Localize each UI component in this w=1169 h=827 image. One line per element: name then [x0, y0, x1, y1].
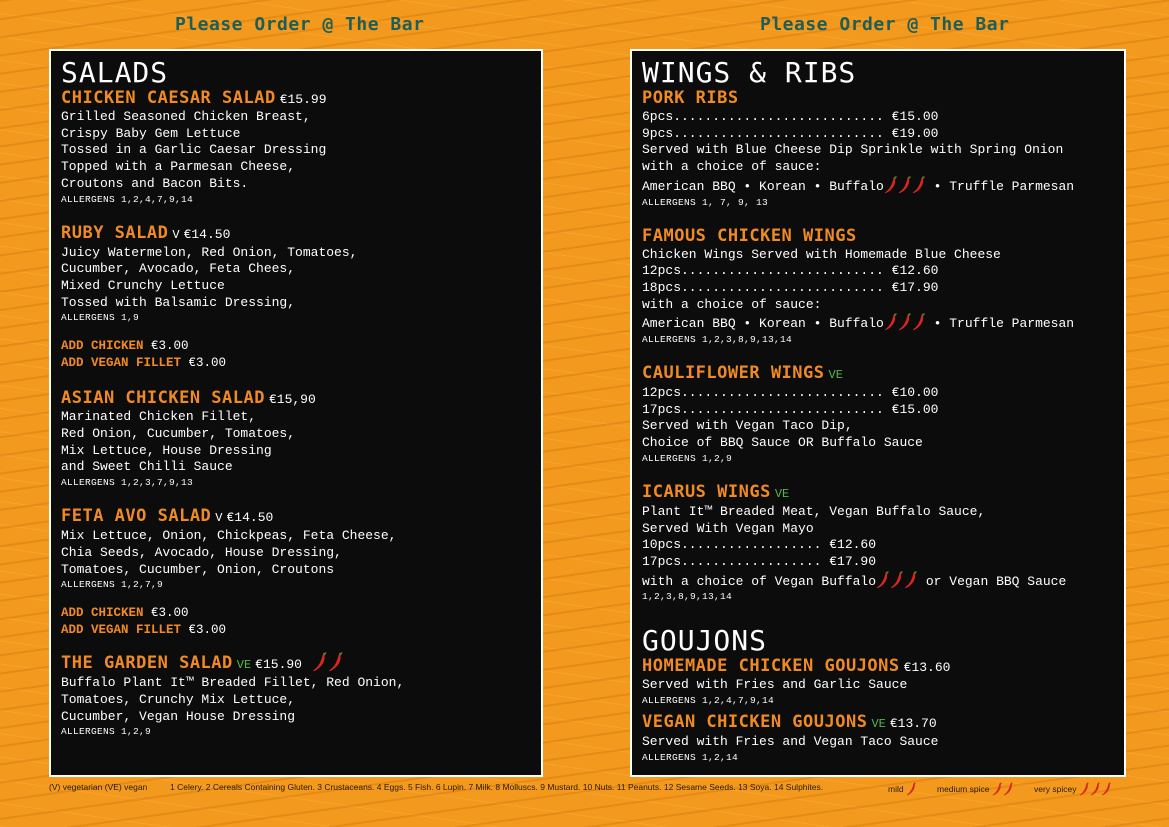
item-desc: 9pcs........................... €19.00 — [642, 125, 939, 141]
item-desc: Choice of BBQ Sauce OR Buffalo Sauce — [642, 435, 923, 451]
item-name: ICARUS WINGS — [642, 481, 771, 502]
item-price: €14.50 — [183, 226, 231, 242]
salads-panel — [49, 49, 543, 777]
item-desc: 17pcs.......................... €15.00 — [642, 401, 939, 417]
item-price: €13.70 — [889, 716, 937, 732]
menu-item-asian-chicken — [61, 389, 531, 489]
item-price: €13.60 — [903, 660, 951, 676]
item-allergens: ALLERGENS 1,2,3,8,9,13,14 — [642, 334, 793, 346]
item-desc: Cucumber, Avocado, Feta Chees, — [61, 261, 296, 277]
item-desc: Served with Fries and Garlic Sauce — [642, 677, 908, 693]
addon-row — [61, 338, 531, 355]
spice-label-medium: medium spice — [937, 784, 990, 794]
menu-item-pork-ribs — [642, 89, 1114, 209]
item-desc: with a choice of sauce: — [642, 296, 822, 312]
chili-pepper-icon — [898, 176, 912, 194]
chili-pepper-icon — [898, 313, 912, 331]
sauce-line — [642, 571, 1114, 591]
item-desc: Mixed Crunchy Lettuce — [61, 277, 225, 293]
item-desc: Crispy Baby Gem Lettuce — [61, 125, 241, 141]
chili-pepper-icon — [890, 571, 904, 589]
addon-price: €3.00 — [188, 355, 227, 370]
addon-label: ADD VEGAN FILLET — [61, 622, 182, 637]
item-name: CAULIFLOWER WINGS — [642, 363, 825, 384]
menu-item-ruby-salad — [61, 224, 531, 325]
item-allergens: ALLERGENS 1,2,9 — [61, 726, 152, 738]
item-price: €15.99 — [279, 92, 327, 107]
menu-item-cauliflower-wings — [642, 364, 1114, 465]
chili-pepper-icon — [328, 652, 344, 672]
item-desc: Tomatoes, Crunchy Mix Lettuce, — [61, 691, 296, 707]
vegan-tag: VE — [828, 368, 843, 383]
item-allergens: ALLERGENS 1,2,3,7,9,13 — [61, 477, 194, 489]
item-desc: Tomatoes, Cucumber, Onion, Croutons — [61, 561, 335, 577]
item-desc: Served With Vegan Mayo — [642, 520, 814, 536]
sauce-line — [642, 176, 1114, 196]
chili-pepper-icon — [912, 313, 926, 331]
menu-item-chicken-caesar — [61, 89, 531, 206]
menu-item-famous-wings — [642, 227, 1114, 347]
chili-pepper-icon — [884, 176, 898, 194]
item-desc: Plant It™ Breaded Meat, Vegan Buffalo Sauce, — [642, 503, 986, 519]
vegetarian-tag: V — [215, 511, 223, 526]
item-desc: Chia Seeds, Avocado, House Dressing, — [61, 544, 342, 560]
sauce-options: • Truffle Parmesan — [933, 316, 1075, 332]
addons-group — [61, 338, 531, 371]
section-title-wings: WINGS & RIBS — [642, 56, 857, 89]
chili-pepper-icon — [312, 652, 328, 672]
item-desc: Red Onion, Cucumber, Tomatoes, — [61, 426, 296, 442]
item-desc: with a choice of sauce: — [642, 159, 822, 175]
item-allergens: 1,2,3,8,9,13,14 — [642, 591, 733, 603]
item-name: FAMOUS CHICKEN WINGS — [642, 225, 857, 246]
spice-label-very: very spicey — [1034, 784, 1077, 794]
chili-pepper-icon — [1090, 782, 1101, 796]
item-allergens: ALLERGENS 1,2,4,7,9,14 — [642, 695, 775, 707]
item-allergens: ALLERGENS 1,2,4,7,9,14 — [61, 193, 194, 205]
item-name: HOMEMADE CHICKEN GOUJONS — [642, 656, 900, 677]
item-desc: Served with Fries and Vegan Taco Sauce — [642, 734, 939, 750]
vegan-tag: VE — [871, 717, 886, 732]
item-desc: Served with Vegan Taco Dip, — [642, 418, 853, 434]
addon-row — [61, 622, 531, 639]
wings-panel — [630, 49, 1126, 777]
left-header: Please Order @ The Bar — [175, 14, 425, 35]
vegan-tag: VE — [774, 486, 790, 501]
item-allergens: ALLERGENS 1,2,9 — [642, 452, 733, 464]
item-allergens: ALLERGENS 1, 7, 9, 13 — [642, 196, 769, 208]
sauce-options: American BBQ • Korean • Buffalo — [642, 178, 884, 194]
addon-row — [61, 605, 531, 622]
addon-label: ADD CHICKEN — [61, 339, 144, 354]
item-desc: Grilled Seasoned Chicken Breast, — [61, 109, 311, 124]
chili-pepper-icon — [1079, 782, 1090, 796]
spice-legend-mild — [888, 782, 917, 796]
item-desc: 6pcs........................... €15.00 — [642, 109, 939, 124]
addon-price: €3.00 — [151, 339, 189, 354]
allergen-key: 1 Celery. 2 Cereals Containing Gluten. 3 Crustaceans. 4 Eggs. 5 Fish. 6 Lupin. 7 Milk. 8 Molluscs. 9 Mustard. 10 Nuts. 11 Peanuts. 12 Sesame Seeds. 13 Soya. 14 Sulphites. — [170, 782, 824, 792]
item-name: VEGAN CHICKEN GOUJONS — [642, 712, 868, 733]
item-desc: Served with Blue Cheese Dip Sprinkle with Spring Onion — [642, 142, 1064, 158]
chili-pepper-icon — [1101, 782, 1112, 796]
section-title-goujons: GOUJONS — [642, 624, 768, 658]
item-price: €14.50 — [226, 510, 274, 526]
sauce-options: or Vegan BBQ Sauce — [925, 573, 1067, 589]
item-desc: Mix Lettuce, Onion, Chickpeas, Feta Cheese, — [61, 528, 397, 544]
spice-legend-very — [1034, 782, 1112, 796]
menu-item-homemade-goujons — [642, 657, 1114, 707]
item-desc: Topped with a Parmesan Cheese, — [61, 159, 296, 175]
item-desc: Juicy Watermelon, Red Onion, Tomatoes, — [61, 244, 358, 260]
chili-pepper-icon — [912, 176, 926, 194]
sauce-options: American BBQ • Korean • Buffalo — [642, 316, 884, 332]
item-name: PORK RIBS — [642, 88, 739, 108]
addon-label: ADD CHICKEN — [61, 606, 144, 621]
addon-price: €3.00 — [188, 622, 227, 637]
item-desc: 10pcs.................. €12.60 — [642, 537, 877, 553]
item-name: ASIAN CHICKEN SALAD — [61, 388, 265, 409]
item-desc: 18pcs.......................... €17.90 — [642, 279, 939, 295]
addon-label: ADD VEGAN FILLET — [61, 355, 182, 370]
spice-legend-medium — [937, 782, 1014, 796]
item-price: €15.90 — [255, 657, 302, 673]
chili-pepper-icon — [992, 782, 1003, 796]
item-name: RUBY SALAD — [61, 222, 169, 243]
chili-pepper-icon — [906, 782, 917, 796]
chili-pepper-icon — [884, 313, 898, 331]
menu-item-vegan-goujons — [642, 713, 1114, 764]
chili-pepper-icon — [904, 571, 918, 589]
menu-item-feta-avo — [61, 507, 531, 591]
chili-pepper-icon — [876, 571, 890, 589]
item-desc: Tossed in a Garlic Caesar Dressing — [61, 142, 327, 158]
item-desc: Croutons and Bacon Bits. — [61, 175, 249, 191]
addon-price: €3.00 — [151, 606, 189, 621]
item-desc: Tossed with Balsamic Dressing, — [61, 294, 296, 310]
item-allergens: ALLERGENS 1,2,14 — [642, 751, 739, 763]
right-header: Please Order @ The Bar — [760, 14, 1010, 35]
item-desc: Chicken Wings Served with Homemade Blue Cheese — [642, 246, 1001, 262]
item-desc: 12pcs.......................... €10.00 — [642, 385, 939, 401]
menu-item-garden-salad — [61, 652, 531, 738]
item-allergens: ALLERGENS 1,2,7,9 — [61, 579, 164, 591]
chili-pepper-icon — [1003, 782, 1014, 796]
item-allergens: ALLERGENS 1,9 — [61, 312, 140, 324]
item-desc: Buffalo Plant It™ Breaded Fillet, Red Onion, — [61, 675, 405, 691]
menu-item-icarus-wings — [642, 483, 1114, 604]
item-desc: 12pcs.......................... €12.60 — [642, 263, 939, 279]
addons-group — [61, 605, 531, 638]
item-desc: Marinated Chicken Fillet, — [61, 409, 257, 425]
item-desc: and Sweet Chilli Sauce — [61, 459, 233, 475]
vegetarian-tag: V — [172, 227, 180, 242]
addon-row — [61, 355, 531, 372]
item-name: FETA AVO SALAD — [61, 506, 212, 527]
vegan-tag: VE — [236, 658, 252, 673]
sauce-options: • Truffle Parmesan — [933, 178, 1075, 194]
spice-label-mild: mild — [888, 784, 904, 794]
section-title-salads: SALADS — [61, 56, 169, 89]
sauce-line — [642, 313, 1114, 333]
diet-legend: (V) vegetarian (VE) vegan — [49, 782, 148, 792]
item-desc: 17pcs.................. €17.90 — [642, 553, 877, 569]
item-name: THE GARDEN SALAD — [61, 653, 233, 674]
item-price: €15,90 — [268, 392, 316, 408]
item-desc: Cucumber, Vegan House Dressing — [61, 708, 296, 724]
item-name: CHICKEN CAESAR SALAD — [61, 88, 276, 108]
item-desc: Mix Lettuce, House Dressing — [61, 442, 272, 458]
sauce-options: with a choice of Vegan Buffalo — [642, 573, 877, 589]
